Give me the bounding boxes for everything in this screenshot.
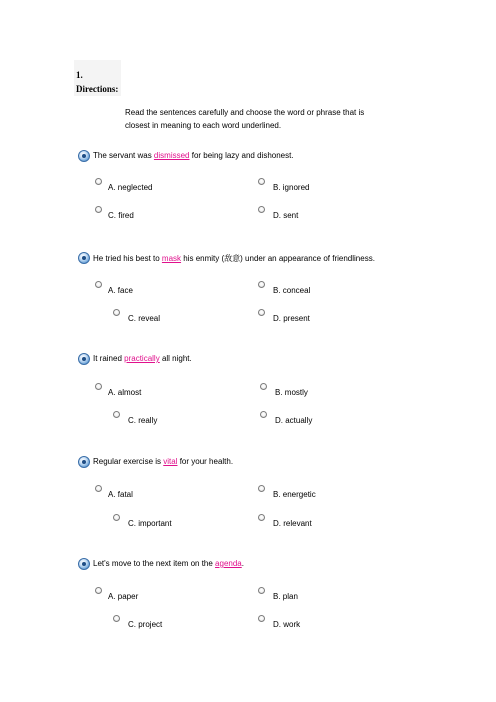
q3-option-c-radio[interactable] bbox=[113, 411, 120, 418]
question-2-text-after: his enmity (敌意) under an appearance of friendliness. bbox=[181, 254, 375, 263]
q4-option-b-label: B. energetic bbox=[273, 490, 316, 499]
q1-option-d-label: D. sent bbox=[273, 211, 299, 220]
question-2-keyword: mask bbox=[161, 254, 182, 263]
q2-option-b-label: B. conceal bbox=[273, 286, 311, 295]
question-1-text-after: for being lazy and dishonest. bbox=[189, 151, 294, 160]
question-4-keyword: vital bbox=[163, 457, 178, 466]
q3-option-c-label: C. really bbox=[128, 416, 158, 425]
question-1-keyword: dismissed bbox=[153, 151, 190, 160]
question-5-text-before: Let's move to the next item on the bbox=[93, 559, 216, 568]
q5-option-c-radio[interactable] bbox=[113, 615, 120, 622]
q1-option-c-radio[interactable] bbox=[95, 206, 102, 213]
q3-option-d-label: D. actually bbox=[275, 416, 313, 425]
question-number-icon bbox=[78, 353, 90, 365]
q3-option-d-radio[interactable] bbox=[260, 411, 267, 418]
q1-option-a-radio[interactable] bbox=[95, 178, 102, 185]
question-3-keyword: practically bbox=[124, 354, 160, 363]
q1-option-b-radio[interactable] bbox=[258, 178, 265, 185]
q2-option-a-radio[interactable] bbox=[95, 281, 102, 288]
question-5-text bbox=[93, 559, 244, 568]
q1-option-d-radio[interactable] bbox=[258, 206, 265, 213]
q1-option-b-label: B. ignored bbox=[273, 183, 310, 192]
q1-option-a-label: A. neglected bbox=[108, 183, 153, 192]
question-1-text bbox=[93, 151, 294, 160]
question-number-icon bbox=[78, 456, 90, 468]
question-number-icon bbox=[78, 558, 90, 570]
q3-option-a-radio[interactable] bbox=[95, 383, 102, 390]
question-4-text-before: Regular exercise is bbox=[93, 457, 164, 466]
question-3-text-before: It rained bbox=[93, 354, 125, 363]
q5-option-d-radio[interactable] bbox=[258, 615, 265, 622]
q2-option-b-radio[interactable] bbox=[258, 281, 265, 288]
question-5-keyword: agenda bbox=[215, 559, 242, 568]
q3-option-b-radio[interactable] bbox=[260, 383, 267, 390]
section-number: 1. bbox=[76, 70, 83, 80]
q4-option-a-radio[interactable] bbox=[95, 485, 102, 492]
question-4-text-after: for your health. bbox=[177, 457, 234, 466]
section-label: Directions: bbox=[76, 84, 119, 94]
question-number-icon bbox=[78, 252, 90, 264]
question-5-text-after: . bbox=[241, 559, 244, 568]
question-number-icon bbox=[78, 150, 90, 162]
q4-option-c-radio[interactable] bbox=[113, 514, 120, 521]
q1-option-c-label: C. fired bbox=[108, 211, 134, 220]
question-3-text bbox=[93, 354, 192, 363]
q4-option-d-label: D. relevant bbox=[273, 519, 312, 528]
q3-option-a-label: A. almost bbox=[108, 388, 142, 397]
q4-option-c-label: C. important bbox=[128, 519, 172, 528]
q2-option-c-label: C. reveal bbox=[128, 314, 161, 323]
q5-option-c-label: C. project bbox=[128, 620, 163, 629]
question-1-text-before: The servant was bbox=[93, 151, 154, 160]
q2-option-a-label: A. face bbox=[108, 286, 133, 295]
directions-line-1: Read the sentences carefully and choose the word or phrase that is bbox=[125, 108, 365, 117]
q4-option-b-radio[interactable] bbox=[258, 485, 265, 492]
q5-option-b-label: B. plan bbox=[273, 592, 298, 601]
q5-option-d-label: D. work bbox=[273, 620, 301, 629]
question-2-text-before: He tried his best to bbox=[93, 254, 162, 263]
directions-line-2: closest in meaning to each word underlined. bbox=[125, 121, 282, 130]
q3-option-b-label: B. mostly bbox=[275, 388, 308, 397]
question-2-text bbox=[93, 253, 375, 264]
q2-option-d-label: D. present bbox=[273, 314, 310, 323]
q5-option-b-radio[interactable] bbox=[258, 587, 265, 594]
q2-option-c-radio[interactable] bbox=[113, 309, 120, 316]
q4-option-d-radio[interactable] bbox=[258, 514, 265, 521]
q4-option-a-label: A. fatal bbox=[108, 490, 133, 499]
q5-option-a-label: A. paper bbox=[108, 592, 139, 601]
q5-option-a-radio[interactable] bbox=[95, 587, 102, 594]
question-4-text bbox=[93, 457, 233, 466]
q2-option-d-radio[interactable] bbox=[258, 309, 265, 316]
question-3-text-after: all night. bbox=[159, 354, 192, 363]
